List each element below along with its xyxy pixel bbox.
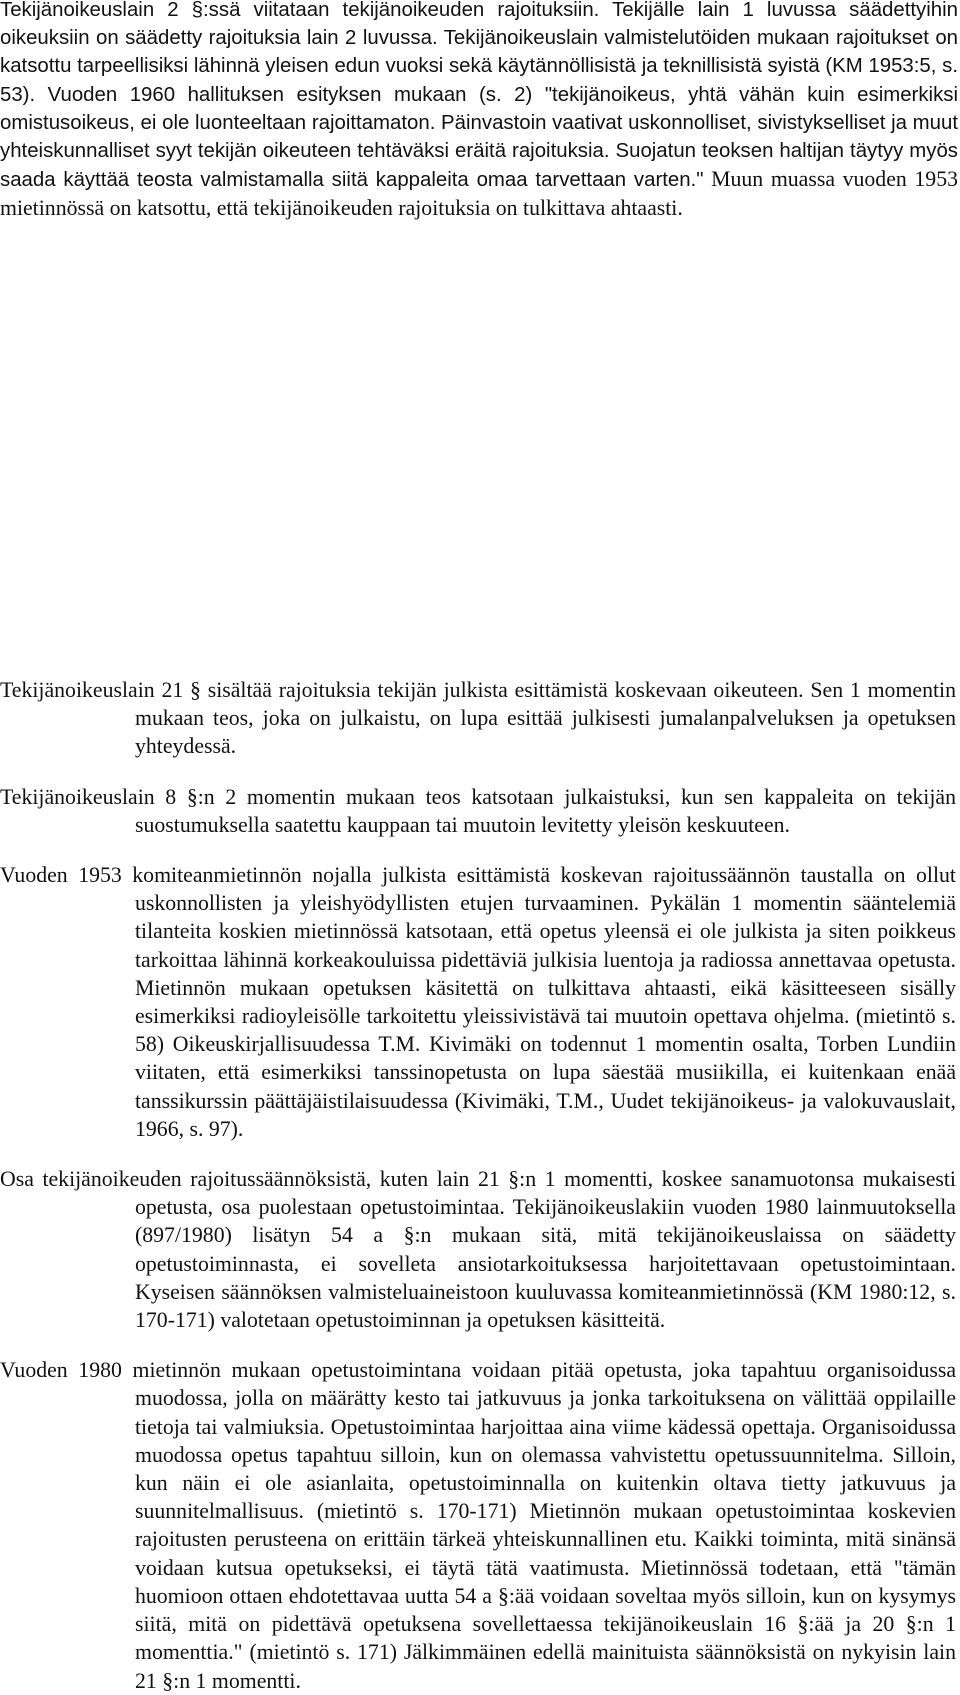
paragraph-1-serif-text: Muun muassa vuoden 1953 mietinnössä on katsottu, että tekijänoikeuden rajoituksia on tulkittava ahtaasti.	[0, 167, 958, 221]
paragraph-1-sans-text: Tekijänoikeuslain 2 §:ssä viitataan tekijänoikeuden rajoituksiin. Tekijälle lain 1 luvussa säädettyihin oikeuksiin on säädetty rajoituksia lain 2 luvussa. Tekijänoikeuslain valmistelutöiden mukaan rajoitukset on katsottu tarpeellisiksi lähinnä yleisen edun vuoksi sekä käytännöllisistä ja teknillisistä syistä (KM 1953:5, s. 53). Vuoden 1960 hallituksen esityksen mukaan (s. 2) "tekijänoikeus, yhtä vähän kuin esimerkiksi omistusoikeus, ei ole luonteeltaan rajoittamaton. Päinvastoin vaativat uskonnolliset, sivistykselliset ja muut yhteiskunnalliset syyt tekijän oikeuteen tehtäväksi eräitä rajoituksia. Suojatun teoksen haltijan täytyy myös saada käyttää teosta valmistamalla siitä kappaleita omaa tarvettaan varten."	[0, 0, 958, 192]
paragraph-1	[0, 0, 960, 224]
paragraph-2: Tekijänoikeuslain 21 § sisältää rajoituksia tekijän julkista esittämistä koskevaan oikeuteen. Sen 1 momentin mukaan teos, joka on julkaistu, on lupa esittää julkisesti jumalanpalveluksen ja opetuksen yhteydessä.	[0, 678, 956, 759]
paragraph-5: Osa tekijänoikeuden rajoitussäännöksistä, kuten lain 21 §:n 1 momentti, koskee sanamuotonsa mukaisesti opetusta, osa puolestaan opetustoimintaa. Tekijänoikeuslakiin vuoden 1980 lainmuutoksella (897/1980) lisätyn 54 a §:n mukaan sitä, mitä tekijänoikeuslaissa on säädetty opetustoiminnasta, ei sovelleta ansiotarkoituksessa harjoitettavaan opetustoimintaan. Kyseisen säännöksen valmisteluaineistoon kuuluvassa komiteanmietinnössä (KM 1980:12, s. 170-171) valotetaan opetustoiminnan ja opetuksen käsitteitä.	[0, 1167, 956, 1333]
body-flow	[0, 676, 958, 1695]
paragraph-4: Vuoden 1953 komiteanmietinnön nojalla julkista esittämistä koskevan rajoitussäännön taustalla on ollut uskonnollisten ja yleishyödyllisten etujen turvaaminen. Pykälän 1 momentin sääntelemiä tilanteita koskien mietinnössä katsotaan, että opetus yleensä ei ole julkista ja siten poikkeus tarkoittaa lähinnä korkeakouluissa pidettäviä julkisia luentoja ja radiossa annettavaa opetusta. Mietinnön mukaan opetuksen käsitettä on tulkittava ahtaasti, eikä käsitteeseen sisälly esimerkiksi radioyleisölle tarkoitettu yleissivistävä tai muutoin opettava ohjelma. (mietintö s. 58) Oikeuskirjallisuudessa T.M. Kivimäki on todennut 1 momentin osalta, Torben Lundiin viitaten, että esimerkiksi tanssinopetusta on lupa säestää musiikilla, ei kuitenkaan enää tanssikurssin päättäjäistilaisuudessa (Kivimäki, T.M., Uudet tekijänoikeus- ja valokuvauslait, 1966, s. 97).	[0, 863, 956, 1141]
paragraph-3: Tekijänoikeuslain 8 §:n 2 momentin mukaan teos katsotaan julkaistuksi, kun sen kappaleita on tekijän suostumuksella saatettu kauppaan tai muutoin levitetty yleisön keskuuteen.	[0, 784, 956, 837]
paragraph-6: Vuoden 1980 mietinnön mukaan opetustoimintana voidaan pitää opetusta, joka tapahtuu organisoidussa muodossa, jolla on määrätty kesto tai jatkuvuus ja jonka tarkoituksena on välittää oppilaille tietoja tai valmiuksia. Opetustoimintaa harjoittaa aina viime kädessä opettaja. Organisoidussa muodossa opetus tapahtuu silloin, kun on olemassa vahvistettu opetussuunnitelma. Silloin, kun näin ei ole asianlaita, opetustoiminnalla on kuitenkin oltava tietty jatkuvuus ja suunnitelmallisuus. (mietintö s. 170-171) Mietinnön mukaan opetustoimintaa koskevien rajoitusten perusteena on erittäin tärkeä yhteiskunnallinen etu. Kaikki toiminta, mitä sinänsä voidaan kutsua opetukseksi, ei täytä tätä vaatimusta. Mietinnössä todetaan, että "tämän huomioon ottaen ehdotettavaa uutta 54 a §:ää voidaan soveltaa myös silloin, kun on kysymys siitä, mitä on pidettävä opetuksena sovellettaessa tekijänoikeuslain 16 §:ää ja 20 §:n 1 momenttia." (mietintö s. 171) Jälkimmäinen edellä mainituista säännöksistä on nykyisin lain 21 §:n 1 momentti.	[0, 1358, 956, 1693]
